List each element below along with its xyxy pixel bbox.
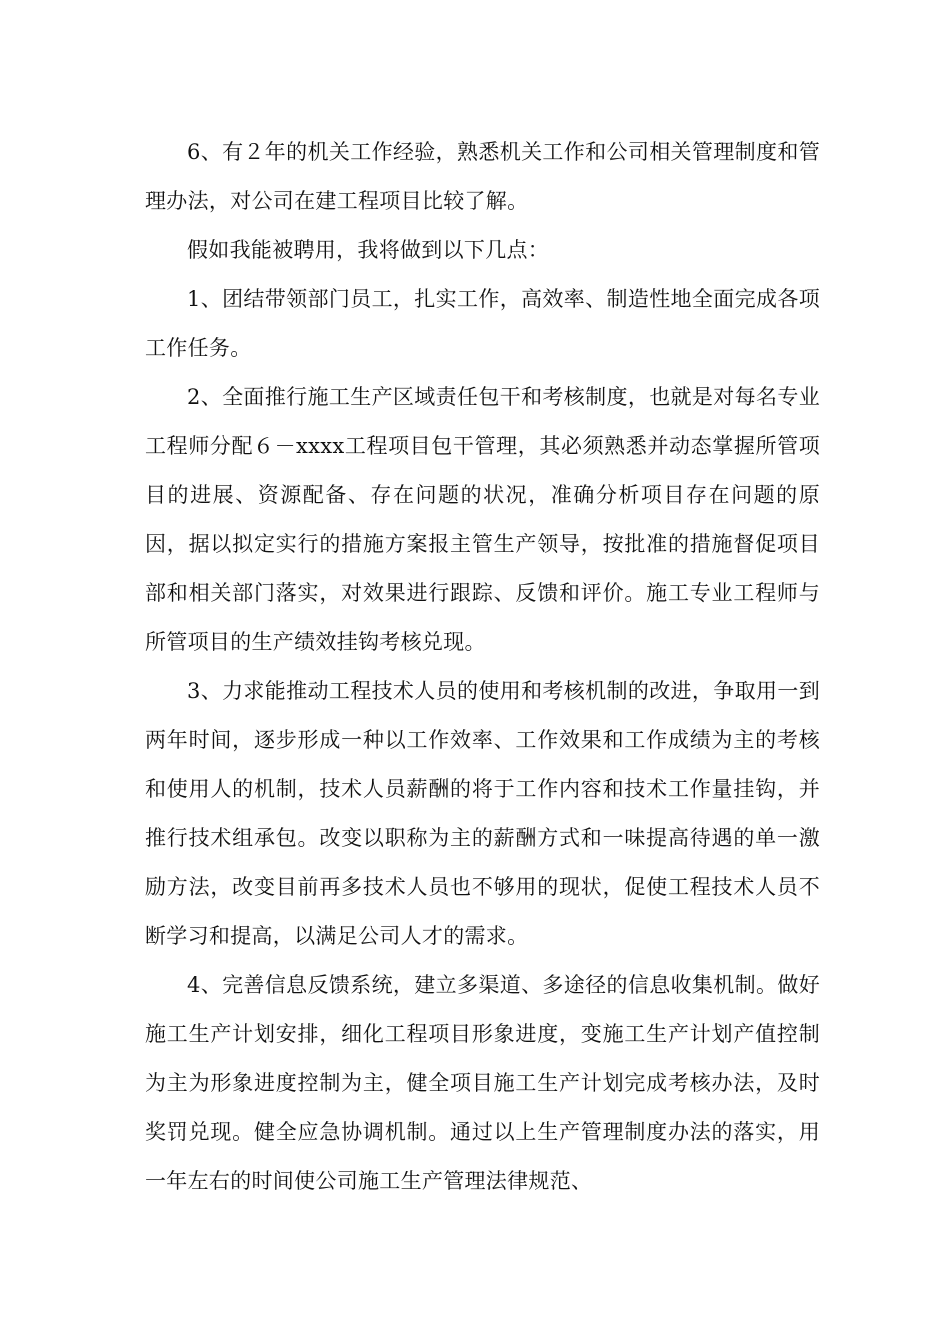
document-body [145, 128, 820, 1206]
paragraph-intro-plans: 假如我能被聘用，我将做到以下几点： [187, 238, 550, 262]
paragraph-plan-1: 1、团结带领部门员工，扎实工作，高效率、制造性地全面完成各项工作任务。 [145, 287, 820, 360]
paragraph-plan-2: 2、全面推行施工生产区域责任包干和考核制度，也就是对每名专业工程师分配６－xxxx工程项目包干管理，其必须熟悉并动态掌握所管项目的进展、资源配备、存在问题的状况，准确分析项目存在问题的原因，据以拟定实行的措施方案报主管生产领导，按批准的措施督促项目部和相关部门落实，对效果进行跟踪、反馈和评价。施工专业工程师与所管项目的生产绩效挂钩考核兑现。 [145, 385, 820, 654]
paragraph-plan-4: 4、完善信息反馈系统，建立多渠道、多途径的信息收集机制。做好施工生产计划安排，细化工程项目形象进度，变施工生产计划产值控制为主为形象进度控制为主，健全项目施工生产计划完成考核办法，及时奖罚兑现。健全应急协调机制。通过以上生产管理制度办法的落实，用一年左右的时间使公司施工生产管理法律规范、 [145, 973, 820, 1193]
paragraph-item-6-experience: 6、有２年的机关工作经验，熟悉机关工作和公司相关管理制度和管理办法，对公司在建工程项目比较了解。 [145, 140, 820, 213]
paragraph-plan-3: 3、力求能推动工程技术人员的使用和考核机制的改进，争取用一到两年时间，逐步形成一种以工作效率、工作效果和工作成绩为主的考核和使用人的机制，技术人员薪酬的将于工作内容和技术工作量挂钩，并推行技术组承包。改变以职称为主的薪酬方式和一味提高待遇的单一激励方法，改变目前再多技术人员也不够用的现状，促使工程技术人员不断学习和提高，以满足公司人才的需求。 [145, 679, 820, 948]
